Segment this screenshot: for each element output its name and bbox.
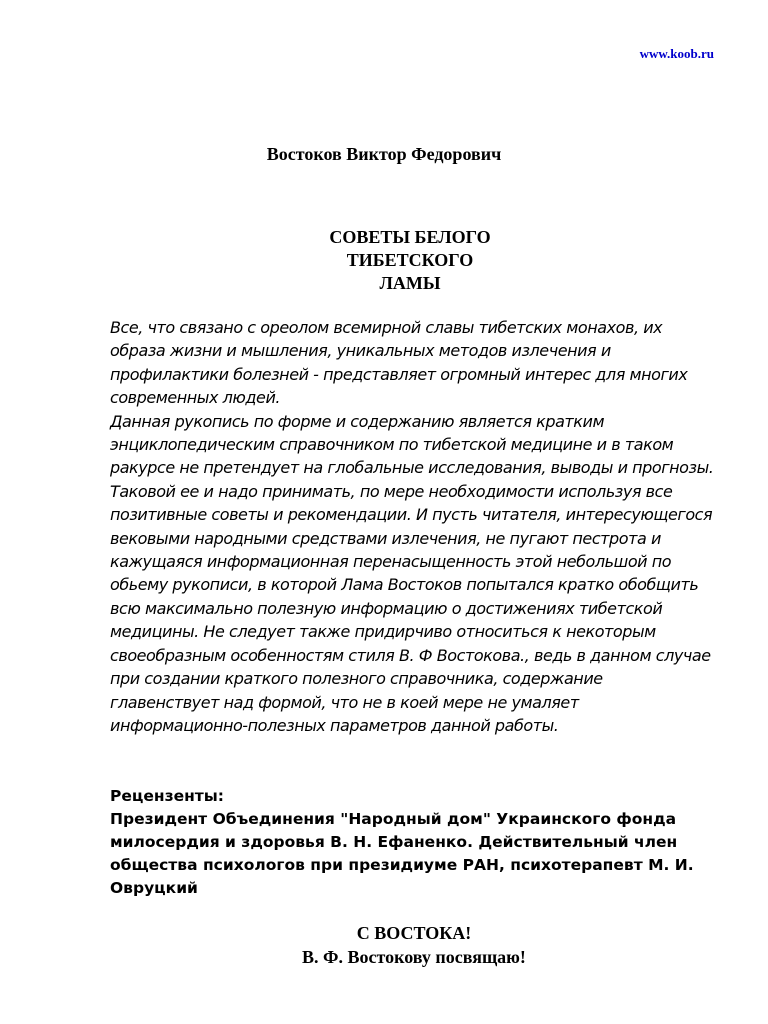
reviewers-section [110, 785, 720, 900]
dedication-line-1: С ВОСТОКА! [356, 923, 472, 943]
dedication [0, 921, 768, 969]
book-title [0, 226, 768, 295]
introduction [110, 316, 715, 737]
book-title-line-3: ЛАМЫ [379, 273, 441, 293]
book-title-line-2: ТИБЕТСКОГО [346, 250, 474, 270]
reviewers-text: Президент Объединения "Народный дом" Украинского фонда милосердия и здоровья В. Н. Ефаненко. Действительный член общества психологов при президиуме РАН, психотерапевт М. И. Овруцкий [110, 810, 694, 897]
intro-paragraph-2: Данная рукопись по форме и содержанию является кратким энциклопедическим справочником по тибетской медицине и в таком ракурсе не претендует на глобальные исследования, выводы и прогнозы. Таковой ее и надо принимать, по мере необходимости используя все позитивные советы и рекомендации. И пусть читателя, интересующегося вековыми народными средствами излечения, не пугают пестрота и кажущаяся информационная перенасыщенность этой небольшой по обьему рукописи, в которой Лама Востоков попытался кратко обобщить всю максимально полезную информацию о достижениях тибетской медицины. Не следует также придирчиво относиться к некоторым своеобразным особенностям стиля В. Ф Востокова., ведь в данном случае при создании краткого полезного справочника, содержание главенствует над формой, что не в коей мере не умаляет информационно-полезных параметров данной работы. [110, 411, 714, 735]
author-name: Востоков Виктор Федорович [266, 144, 502, 164]
reviewers-heading: Рецензенты: [110, 787, 225, 805]
intro-paragraph-1: Все, что связано с ореолом всемирной славы тибетских монахов, их образа жизни и мышления, уникальных методов излечения и профилактики болезней - представляет огромный интерес для многих современных людей. [110, 318, 688, 408]
book-title-line-1: СОВЕТЫ БЕЛОГО [329, 227, 491, 247]
dedication-line-2: В. Ф. Востокову посвящаю! [302, 947, 526, 967]
site-link[interactable]: www.koob.ru [639, 46, 714, 61]
